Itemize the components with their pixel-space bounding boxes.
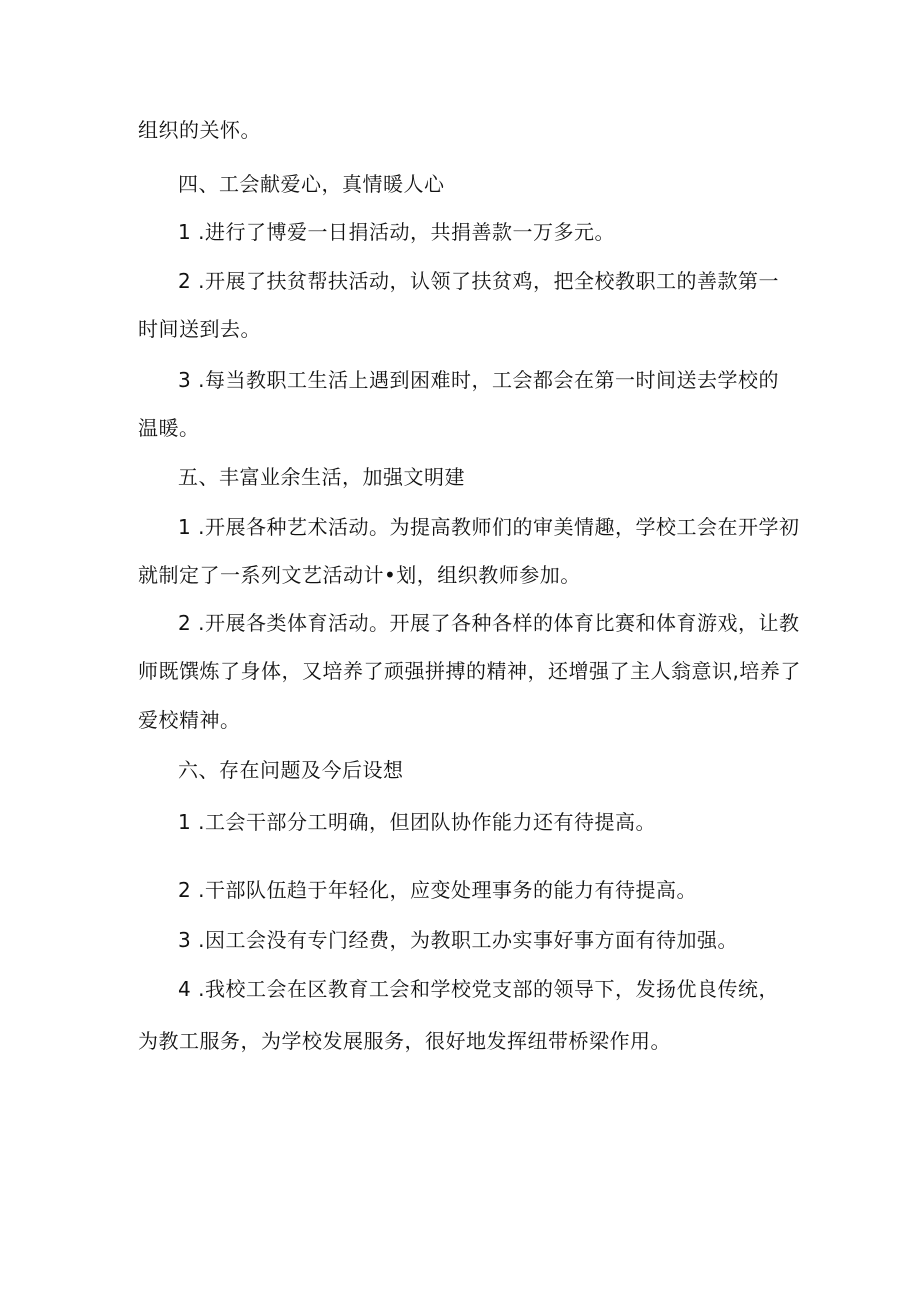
section-heading-4: 四、工会献爱心，真情暖人心 xyxy=(178,172,445,196)
text-line-19: 为教工服务，为学校发展服务，很好地发挥纽带桥梁作用。 xyxy=(138,1029,671,1053)
text-line-13: 爱校精神。 xyxy=(138,708,241,732)
text-line-10: 就制定了一系列文艺活动计•划，组织教师参加。 xyxy=(138,563,581,587)
text-line-4: 2 .开展了扶贫帮扶活动，认领了扶贫鸡，把全校教职工的善款第一 xyxy=(178,269,779,293)
text-line-15: 1 .工会干部分工明确，但团队协作能力还有待提高。 xyxy=(178,810,656,834)
section-heading-5: 五、丰富业余生活，加强文明建 xyxy=(178,465,465,489)
text-line-11: 2 .开展各类体育活动。开展了各种各样的体育比赛和体育游戏，让教 xyxy=(178,611,800,635)
text-line-12: 师既馔炼了身体，又培养了顽强拼搏的精神，还增强了主人翁意识,培养了 xyxy=(138,659,801,683)
text-line-18: 4 .我校工会在区教育工会和学校党支部的领导下，发扬优良传统， xyxy=(178,977,779,1001)
text-line-9: 1 .开展各种艺术活动。为提高教师们的审美情趣，学校工会在开学初 xyxy=(178,515,800,539)
text-line-6: 3 .每当教职工生活上遇到困难时，工会都会在第一时间送去学校的 xyxy=(178,368,779,392)
text-line-16: 2 .干部队伍趋于年轻化，应变处理事务的能力有待提高。 xyxy=(178,878,697,902)
text-line-7: 温暖。 xyxy=(138,416,200,440)
text-line-5: 时间送到去。 xyxy=(138,317,261,341)
section-heading-6: 六、存在问题及今后设想 xyxy=(178,758,404,782)
text-line-17: 3 .因工会没有专门经费，为教职工办实事好事方面有待加强。 xyxy=(178,928,738,952)
text-line-1: 组织的关怀。 xyxy=(138,118,261,142)
text-line-3: 1 .进行了博爱一日捐活动，共捐善款一万多元。 xyxy=(178,220,615,244)
